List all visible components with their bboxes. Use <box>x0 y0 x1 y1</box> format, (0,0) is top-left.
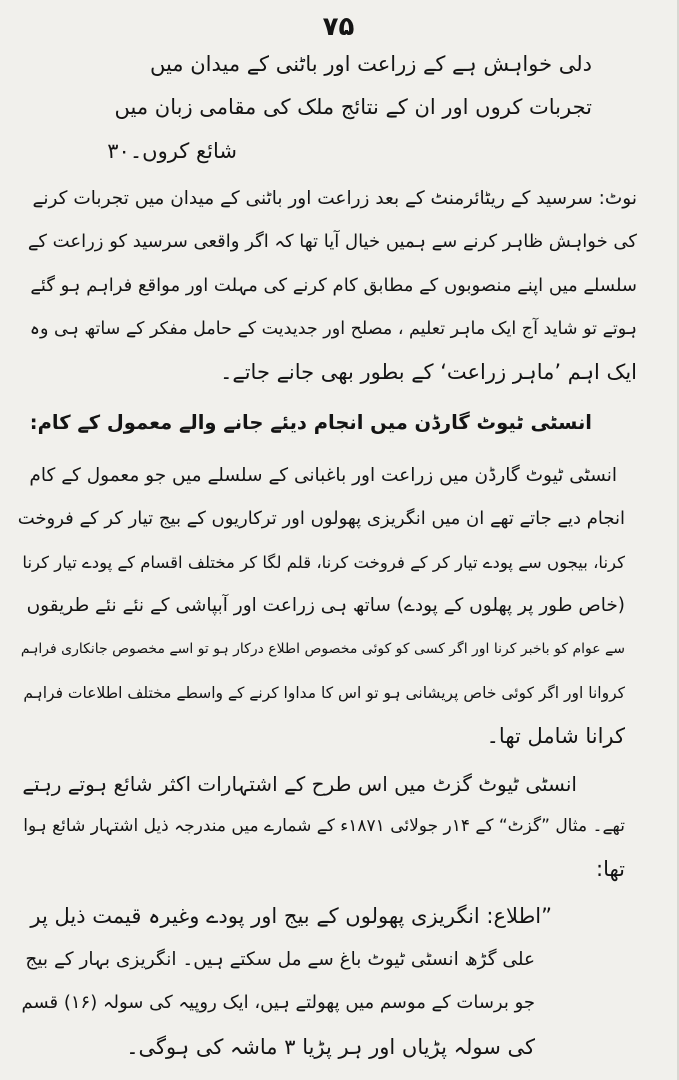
section-line-4: (خاص طور پر پھلوں کے پودے) ساتھ ہی زراعت اور آبپاشی کے نئے نئے طریقوں <box>26 595 625 616</box>
section-line-2: انجام دیے جاتے تھے ان میں انگریزی پھولوں اور ترکاریوں کے بیج تیار کر کے فروخت <box>17 508 625 529</box>
gazette-line-2: تھے۔ مثال ”گزٹ“ کے ۱۴ر جولائی ۱۸۷۱ء کے شمارے میں مندرجہ ذیل اشتہار شائع ہوا <box>23 816 625 836</box>
verse-line-1: دلی خواہش ہے کے زراعت اور باٹنی کے میدان میں <box>149 52 592 76</box>
notice-line-3: جو برسات کے موسم میں پھولتے ہیں، ایک روپیہ کی سولہ (۱۶) قسم <box>21 992 535 1013</box>
verse-line-2: تجربات کروں اور ان کے نتائج ملک کی مقامی زبان میں <box>114 95 592 119</box>
section-heading: انسٹی ٹیوٹ گارڈن میں انجام دیئے جانے والے معمول کے کام: <box>29 411 592 434</box>
note-line-4: ہوتے تو شاید آج ایک ماہر تعلیم ، مصلح اور جدیدیت کے حامل مفکر کے ساتھ ہی وہ <box>29 319 637 339</box>
section-line-1: انسٹی ٹیوٹ گارڈن میں زراعت اور باغبانی کے سلسلے میں جو معمول کے کام <box>29 465 617 486</box>
section-line-7: کرانا شامل تھا۔ <box>486 724 625 748</box>
page-number: ۷۵ <box>322 12 355 42</box>
notice-line-4: کی سولہ پڑیاں اور ہر پڑیا ۳ ماشہ کی ہوگی۔ <box>126 1035 535 1059</box>
note-line-1: نوٹ: سرسید کے ریٹائرمنٹ کے بعد زراعت اور باٹنی کے میدان میں تجربات کرنے <box>32 188 637 209</box>
note-line-2: کی خواہش ظاہر کرنے سے ہمیں خیال آیا تھا کہ اگر واقعی سرسید کو زراعت کے <box>27 231 637 252</box>
gazette-line-3: تھا: <box>596 857 625 881</box>
notice-line-2: علی گڑھ انسٹی ٹیوٹ باغ سے مل سکتے ہیں۔ انگریزی بہار کے بیج <box>25 949 535 970</box>
notice-line-1: ”اطلاع: انگریزی پھولوں کے بیج اور پودے وغیرہ قیمت ذیل پر <box>30 904 552 928</box>
section-line-5: سے عوام کو باخبر کرنا اور اگر کسی کو کوئی مخصوص اطلاع درکار ہو تو اسے مخصوص جانکاری فراہم <box>20 641 625 657</box>
section-line-3: کرنا، بیجوں سے پودے تیار کر کے فروخت کرنا، قلم لگا کر مختلف اقسام کے پودے تیار کرنا <box>22 553 625 572</box>
note-line-5: ایک اہم ’ماہر زراعت‘ کے بطور بھی جانے جاتے۔ <box>220 360 637 384</box>
verse-line-3: شائع کروں۔۳۰ <box>107 139 237 163</box>
section-line-6: کروانا اور اگر کوئی خاص پریشانی ہو تو اس کا مداوا کرنے کے واسطے مختلف اطلاعات فراہم <box>23 684 625 702</box>
gazette-line-1: انسٹی ٹیوٹ گزٹ میں اس طرح کے اشتہارات اکثر شائع ہوتے رہتے <box>22 772 577 796</box>
note-line-3: سلسلے میں اپنے منصوبوں کے مطابق کام کرنے کی مہلت اور مواقع فراہم ہو گئے <box>30 275 637 296</box>
